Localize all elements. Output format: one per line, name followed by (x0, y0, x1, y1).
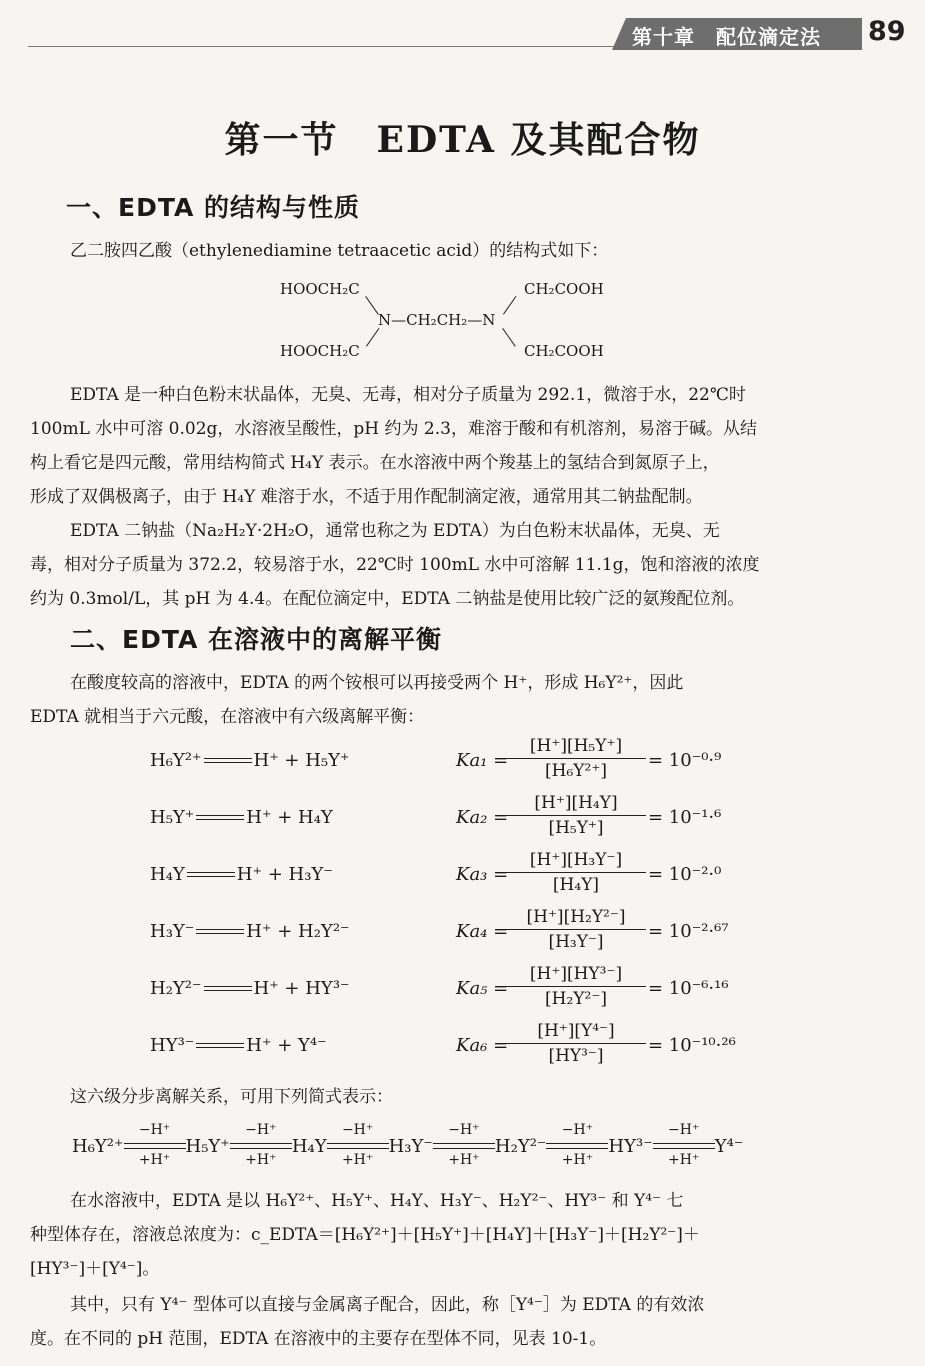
p5-line: 种型体存在，溶液总浓度为：c_EDTA＝[H₆Y²⁺]＋[H₅Y⁺]＋[H₄Y]＋[H₃Y⁻]＋[H₂Y²⁻]＋ (30, 1225, 700, 1245)
constant-value: = 10⁻¹·⁶ (648, 807, 722, 828)
arrow-bottom-label: +H⁺ (561, 1152, 594, 1168)
arrow-top-label: −H⁺ (245, 1122, 277, 1138)
constant-value: = 10⁻²·⁶⁷ (648, 921, 729, 942)
p3-line: EDTA 就相当于六元酸，在溶液中有六级离解平衡： (30, 707, 425, 727)
equilibrium-arrow-icon (196, 927, 244, 937)
constant-value: = 10⁻²·⁰ (648, 864, 722, 885)
products: H⁺ + Y⁴⁻ (246, 1035, 327, 1056)
fraction-numerator: [H⁺][H₂Y²⁻] (506, 907, 646, 930)
equilibrium-arrow-icon (204, 756, 252, 766)
arrow-bottom-label: +H⁺ (138, 1152, 171, 1168)
products: H⁺ + H₅Y⁺ (253, 750, 350, 771)
page-number: 89 (868, 16, 906, 47)
bond-line (366, 328, 379, 347)
fraction-denominator: [H₂Y²⁻] (545, 989, 607, 1009)
products: H⁺ + HY³⁻ (253, 978, 350, 999)
chain-species: H₆Y²⁺ (72, 1135, 124, 1157)
equilibrium-constant-label: Ka₃ = (456, 864, 509, 885)
constant-value: = 10⁻¹⁰·²⁶ (648, 1035, 736, 1056)
arrow-bottom-label: +H⁺ (668, 1152, 700, 1168)
section-title: 第一节 EDTA 及其配合物 (224, 119, 701, 161)
p6-line: 度。在不同的 pH 范围，EDTA 在溶液中的主要存在型体不同，见表 10-1。 (30, 1329, 607, 1349)
heading-structure: 一、EDTA 的结构与性质 (66, 193, 360, 222)
intro-text: 乙二胺四乙酸（ethylenediamine tetraacetic acid）的结构式如下： (70, 241, 609, 261)
bond-line (503, 296, 516, 315)
fraction-denominator: [HY³⁻] (548, 1046, 604, 1066)
reactant: H₂Y²⁻ (150, 978, 202, 999)
reversible-arrow-icon (653, 1122, 715, 1170)
equilibrium-constant-label: Ka₁ = (456, 750, 509, 771)
constant-fraction (506, 736, 646, 781)
equilibrium-reaction (150, 864, 380, 885)
arrow-bottom-label: +H⁺ (245, 1152, 277, 1168)
fraction-numerator: [H⁺][H₅Y⁺] (506, 736, 646, 759)
fraction-denominator: [H₆Y²⁺] (545, 761, 607, 781)
p5-line: [HY³⁻]＋[Y⁴⁻]。 (30, 1259, 160, 1279)
fraction-denominator: [H₄Y] (552, 875, 600, 895)
dissociation-chain (72, 1122, 743, 1172)
reversible-arrow-icon (546, 1122, 608, 1170)
equilibrium-reaction (150, 921, 380, 942)
constant-fraction (506, 907, 646, 952)
fraction-numerator: [H⁺][H₄Y] (506, 793, 646, 816)
chain-species: Y⁴⁻ (714, 1135, 744, 1157)
fraction-denominator: [H₃Y⁻] (548, 932, 604, 952)
chain-species: H₄Y (291, 1135, 327, 1157)
arrow-top-label: −H⁺ (138, 1122, 171, 1138)
equilibrium-reaction (150, 807, 380, 828)
constant-fraction (506, 793, 646, 838)
p3-line: 在酸度较高的溶液中，EDTA 的两个铵根可以再接受两个 H⁺，形成 H₆Y²⁺，因此 (70, 673, 684, 693)
p1-line: 形成了双偶极离子，由于 H₄Y 难溶于水，不适于用作配制滴定液，通常用其二钠盐配制。 (30, 487, 703, 507)
equilibrium-arrow-icon (204, 984, 252, 994)
header-rule (28, 46, 640, 47)
p2-line: EDTA 二钠盐（Na₂H₂Y·2H₂O，通常也称之为 EDTA）为白色粉末状晶体，无臭、无 (70, 521, 720, 541)
equilibrium-arrow-icon (187, 870, 235, 880)
chain-species: H₃Y⁻ (388, 1135, 433, 1157)
constant-fraction (506, 1021, 646, 1066)
arrow-top-label: −H⁺ (448, 1122, 480, 1138)
struct-top-left: HOOCH₂C (280, 280, 360, 298)
p1-line: 100mL 水中可溶 0.02g，水溶液呈酸性，pH 约为 2.3，难溶于酸和有机溶剂，易溶于碱。从结 (30, 419, 757, 439)
constant-value: = 10⁻⁰·⁹ (648, 750, 722, 771)
p1-line: 构上看它是四元酸，常用结构简式 H₄Y 表示。在水溶液中两个羧基上的氢结合到氮原子上， (30, 453, 720, 473)
equilibrium-reaction (150, 1035, 380, 1056)
bond-line (365, 296, 378, 315)
products: H⁺ + H₃Y⁻ (236, 864, 333, 885)
bond-line (502, 328, 515, 347)
arrow-top-label: −H⁺ (668, 1122, 700, 1138)
struct-bottom-left: HOOCH₂C (280, 342, 360, 360)
reactant: H₆Y²⁺ (150, 750, 202, 771)
struct-bottom-right: CH₂COOH (524, 342, 604, 360)
equilibrium-constant-label: Ka₄ = (456, 921, 509, 942)
struct-center: N—CH₂CH₂—N (378, 311, 496, 329)
struct-top-right: CH₂COOH (524, 280, 604, 298)
p6-line: 其中，只有 Y⁴⁻ 型体可以直接与金属离子配合，因此，称［Y⁴⁻］为 EDTA 的有效浓 (70, 1295, 705, 1315)
reactant: H₃Y⁻ (150, 921, 195, 942)
arrow-bottom-label: +H⁺ (448, 1152, 480, 1168)
equilibrium-constant-label: Ka₂ = (456, 807, 509, 828)
arrow-top-label: −H⁺ (561, 1122, 594, 1138)
p5-line: 在水溶液中，EDTA 是以 H₆Y²⁺、H₅Y⁺、H₄Y、H₃Y⁻、H₂Y²⁻、HY³⁻ 和 Y⁴⁻ 七 (70, 1191, 684, 1211)
arrow-top-label: −H⁺ (341, 1122, 374, 1138)
fraction-numerator: [H⁺][HY³⁻] (506, 964, 646, 987)
reversible-arrow-icon (327, 1122, 389, 1170)
fraction-denominator: [H₅Y⁺] (548, 818, 604, 838)
reversible-arrow-icon (230, 1122, 292, 1170)
constant-fraction (506, 850, 646, 895)
chain-species: H₅Y⁺ (185, 1135, 230, 1157)
p2-line: 约为 0.3mol/L，其 pH 为 4.4。在配位滴定中，EDTA 二钠盐是使用比较广泛的氨羧配位剂。 (30, 589, 745, 609)
constant-fraction (506, 964, 646, 1009)
reversible-arrow-icon (433, 1122, 495, 1170)
constant-value: = 10⁻⁶·¹⁶ (648, 978, 729, 999)
reactant: H₄Y (150, 864, 185, 885)
reactant: HY³⁻ (150, 1035, 195, 1056)
products: H⁺ + H₄Y (246, 807, 333, 828)
fraction-numerator: [H⁺][Y⁴⁻] (506, 1021, 646, 1044)
reversible-arrow-icon (124, 1122, 186, 1170)
equilibrium-reaction (150, 750, 380, 771)
chain-species: HY³⁻ (608, 1135, 653, 1157)
p4-text: 这六级分步离解关系，可用下列简式表示： (70, 1087, 393, 1107)
p1-line: EDTA 是一种白色粉末状晶体，无臭、无毒，相对分子质量为 292.1，微溶于水，22℃时 (70, 385, 746, 405)
equilibrium-constant-label: Ka₆ = (456, 1035, 509, 1056)
reactant: H₅Y⁺ (150, 807, 195, 828)
heading-dissociation: 二、EDTA 在溶液中的离解平衡 (70, 625, 442, 654)
chapter-title: 第十章 配位滴定法 (632, 25, 821, 49)
fraction-numerator: [H⁺][H₃Y⁻] (506, 850, 646, 873)
equilibrium-reaction (150, 978, 380, 999)
equilibrium-arrow-icon (196, 813, 244, 823)
equilibrium-arrow-icon (196, 1041, 244, 1051)
arrow-bottom-label: +H⁺ (341, 1152, 374, 1168)
chain-species: H₂Y²⁻ (494, 1135, 547, 1157)
equilibrium-constant-label: Ka₅ = (456, 978, 509, 999)
products: H⁺ + H₂Y²⁻ (246, 921, 350, 942)
p2-line: 毒，相对分子质量为 372.2，较易溶于水，22℃时 100mL 水中可溶解 11.1g，饱和溶液的浓度 (30, 555, 760, 575)
